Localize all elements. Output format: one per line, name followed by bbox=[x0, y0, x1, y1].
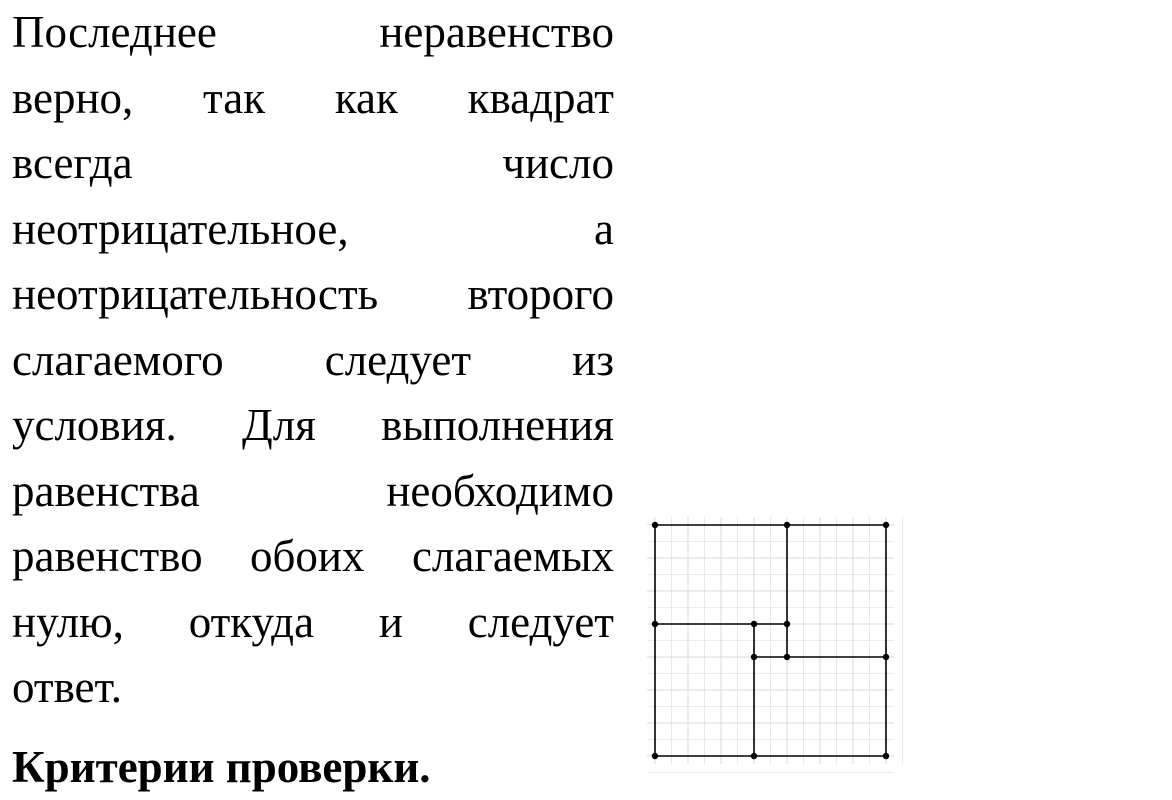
text-line bbox=[12, 0, 614, 66]
grid-lines bbox=[640, 510, 903, 773]
text-line bbox=[12, 197, 614, 263]
solution-paragraph bbox=[12, 0, 614, 721]
figure-point bbox=[751, 621, 757, 627]
word: неравенство bbox=[379, 7, 614, 57]
text-line bbox=[12, 590, 614, 656]
word: и bbox=[378, 596, 403, 647]
figure-point bbox=[883, 654, 889, 660]
word: верно, bbox=[12, 72, 134, 123]
word: ответ. bbox=[12, 662, 123, 712]
word: неотрицательное, bbox=[12, 203, 349, 254]
figure-point bbox=[883, 753, 889, 759]
word: слагаемого bbox=[12, 334, 224, 385]
text-line bbox=[12, 459, 614, 525]
word: так bbox=[203, 72, 266, 123]
figure-point bbox=[652, 522, 658, 528]
word: Для bbox=[242, 400, 316, 450]
criteria-heading: Критерии проверки. bbox=[12, 742, 431, 792]
word: необходимо bbox=[386, 465, 614, 516]
word: выполнения bbox=[381, 400, 614, 450]
word: а bbox=[594, 203, 614, 254]
text-line bbox=[12, 131, 614, 197]
word: следует bbox=[324, 334, 471, 385]
figure-point bbox=[652, 621, 658, 627]
figure-point bbox=[784, 621, 790, 627]
word: число bbox=[502, 138, 614, 188]
grid-figure bbox=[640, 510, 908, 776]
word: нулю, bbox=[12, 596, 124, 647]
text-line bbox=[12, 66, 614, 132]
text-line bbox=[12, 655, 614, 721]
word: Последнее bbox=[12, 7, 217, 57]
figure-point bbox=[784, 654, 790, 660]
text-line bbox=[12, 328, 614, 394]
word: равенства bbox=[12, 465, 200, 516]
word: из bbox=[572, 334, 614, 385]
word: условия. bbox=[12, 400, 177, 450]
word: откуда bbox=[188, 596, 315, 647]
text-line bbox=[12, 393, 614, 459]
figure-point bbox=[751, 654, 757, 660]
figure-point bbox=[751, 753, 757, 759]
figure-point bbox=[784, 522, 790, 528]
figure-point bbox=[652, 753, 658, 759]
text-line bbox=[12, 524, 614, 590]
word: следует bbox=[467, 596, 614, 647]
word: как bbox=[334, 72, 398, 123]
word: неотрицательность bbox=[12, 269, 379, 319]
word: слагаемых bbox=[411, 531, 614, 581]
word: равенство bbox=[12, 531, 203, 581]
figure-point bbox=[883, 522, 889, 528]
word: второго bbox=[467, 269, 614, 319]
text-line bbox=[12, 262, 614, 328]
word: обоих bbox=[250, 531, 365, 581]
word: всегда bbox=[12, 138, 133, 188]
word: квадрат bbox=[467, 72, 614, 123]
